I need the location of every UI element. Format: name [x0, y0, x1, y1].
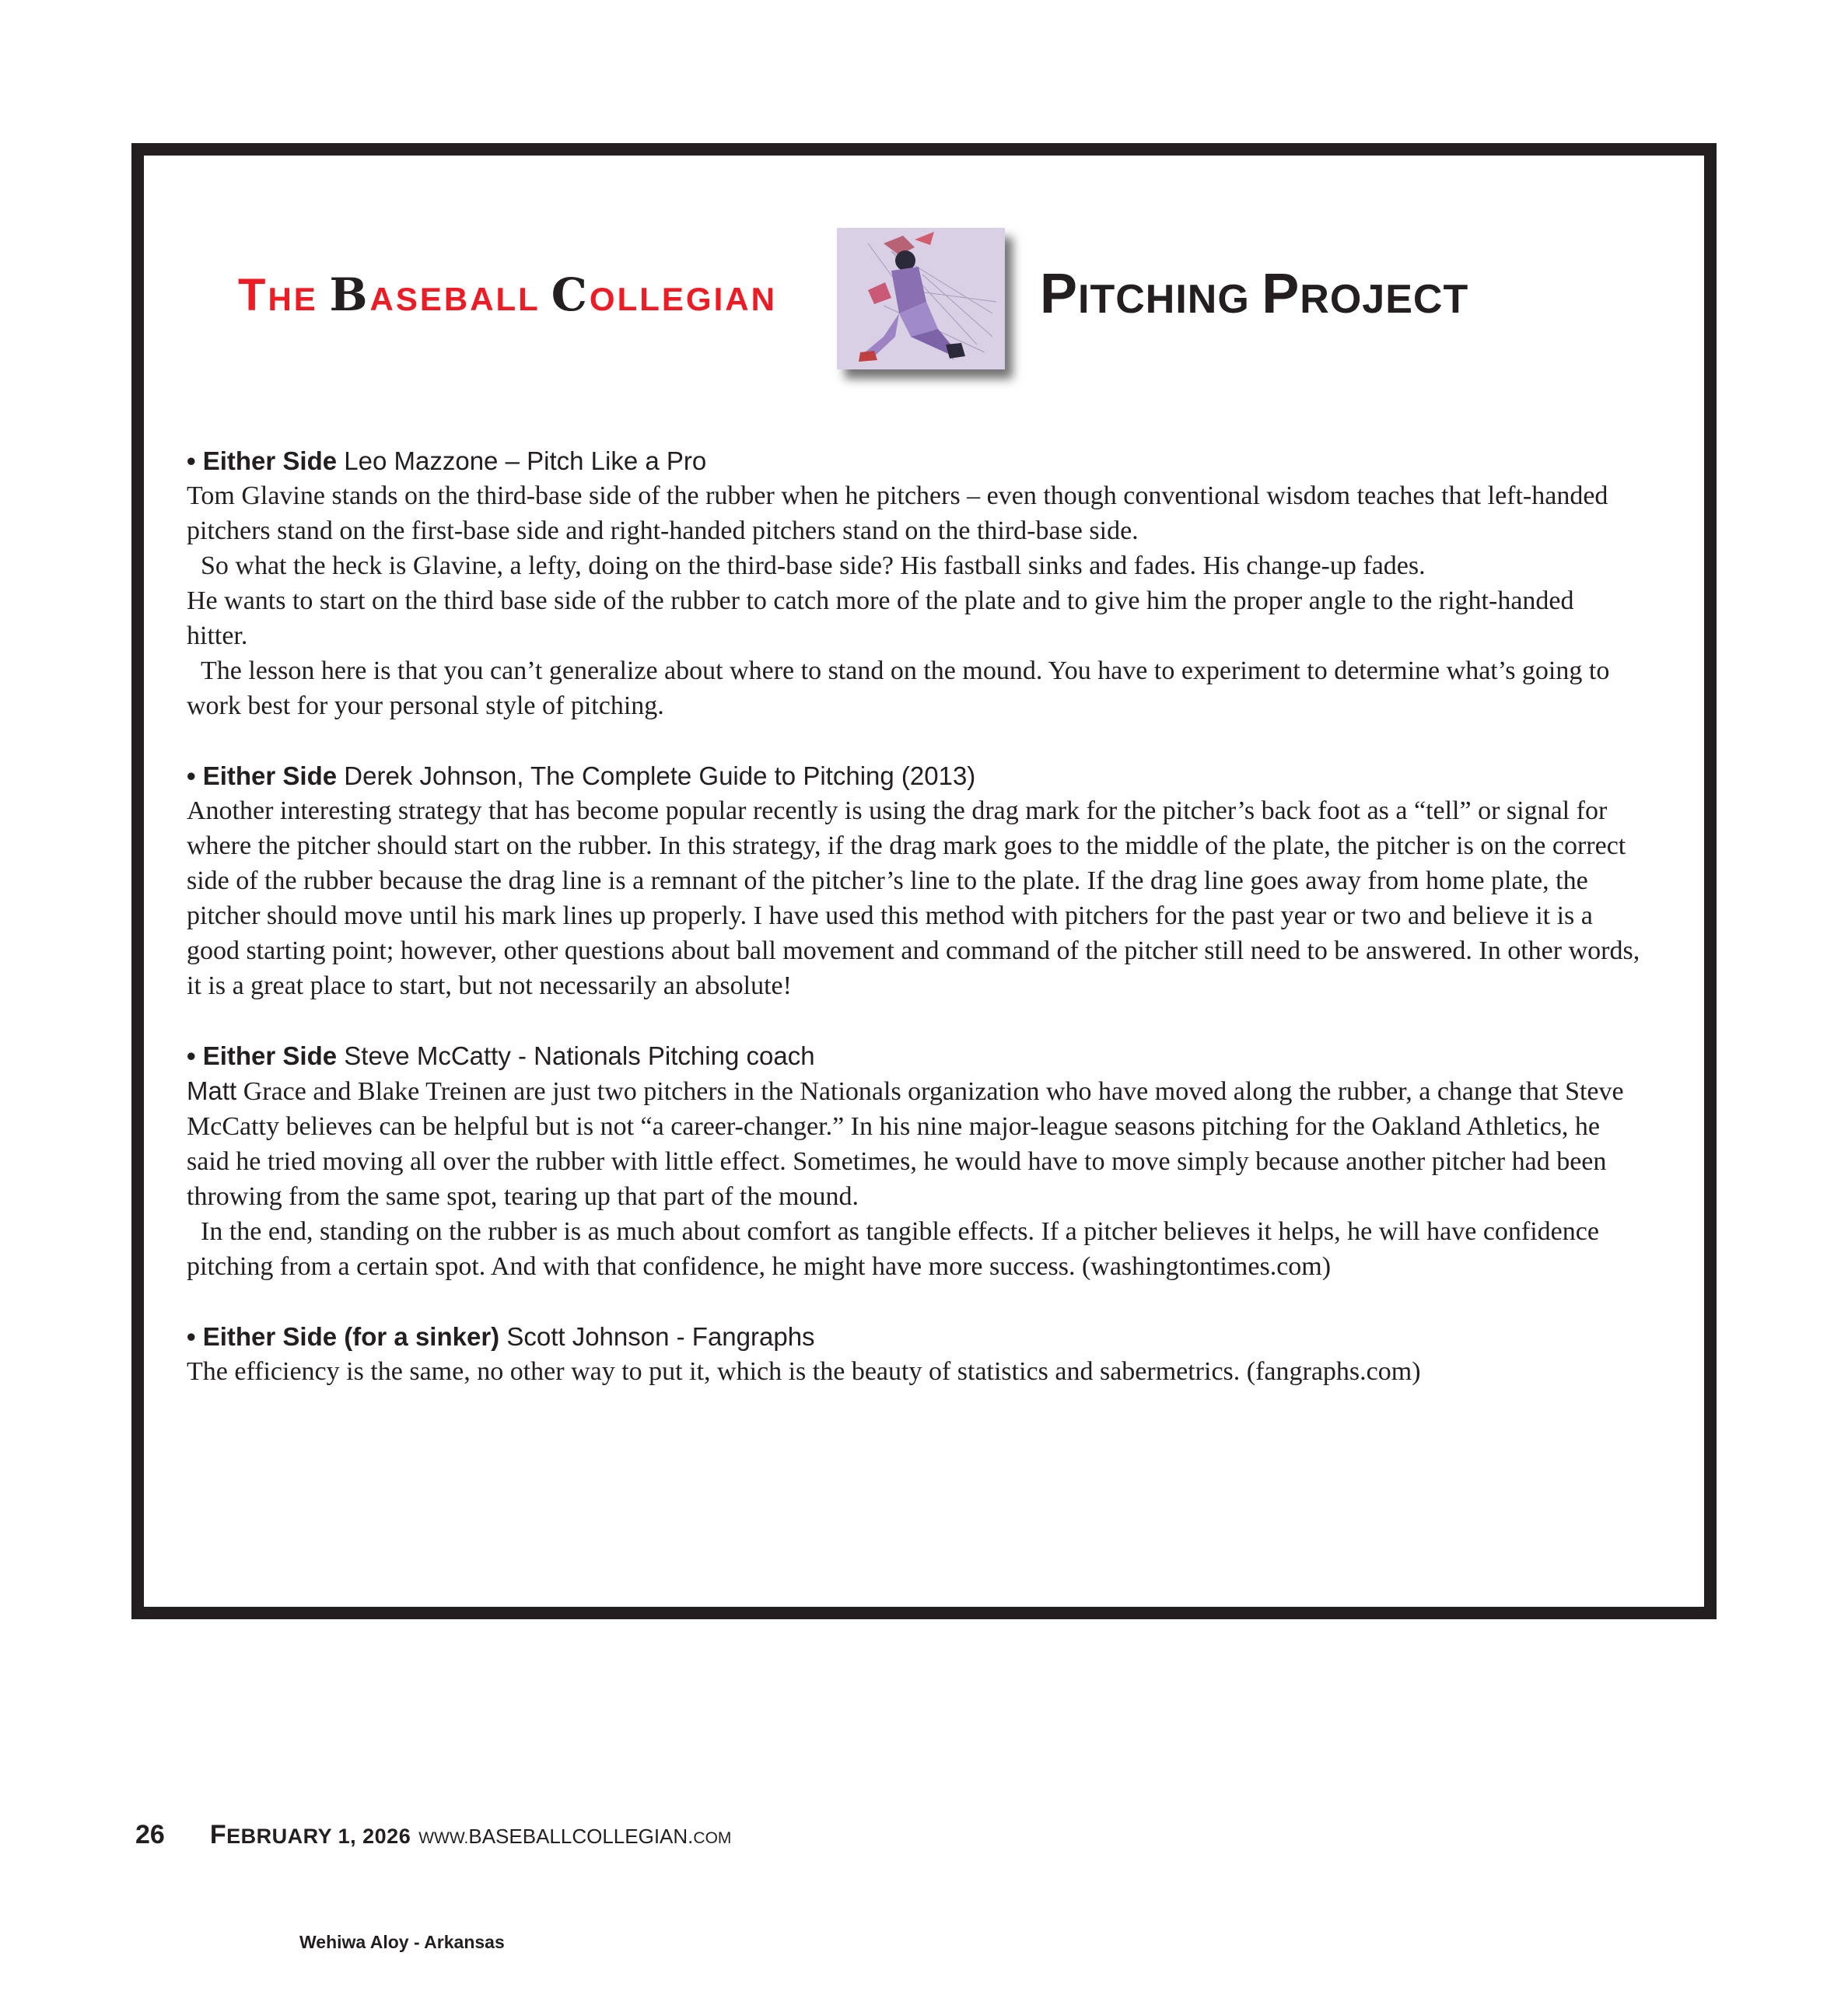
publication-brand: THE BASEBALL COLLEGIAN [238, 268, 777, 321]
section-leo-mazzone [187, 444, 1641, 723]
paragraph: The efficiency is the same, no other way to put it, which is the beauty of statistics and sabermetrics. (fangraphs.com) [187, 1357, 1421, 1386]
page-number: 26 [135, 1820, 165, 1849]
page-footer [135, 1820, 731, 1850]
section-derek-johnson [187, 759, 1641, 1003]
paragraph: Tom Glavine stands on the third-base side of the rubber when he pitchers – even though conventional wisdom teaches that left-handed pitchers stand on the first-base side and right-handed pitchers stand on the third-base side. [187, 481, 1608, 545]
section-heading: • Either Side Steve McCatty - Nationals Pitching coach [187, 1041, 815, 1070]
project-title: PITCHING PROJECT [1040, 263, 1469, 325]
section-heading: • Either Side Derek Johnson, The Complete Guide to Pitching (2013) [187, 761, 976, 790]
paragraph: The lesson here is that you can’t generalize about where to stand on the mound. You have to experiment to determine what’s going to work best for your personal style of pitching. [187, 656, 1610, 720]
section-scott-johnson [187, 1320, 1641, 1389]
section-heading: • Either Side Leo Mazzone – Pitch Like a Pro [187, 446, 707, 475]
article-content [187, 444, 1641, 1425]
paragraph: Another interesting strategy that has become popular recently is using the drag mark for the pitcher’s back foot as a “tell” or signal for where the pitcher should start on the rubber. In this strategy, if the drag mark goes to the middle of the plate, the pitcher is on the correct side of the rubber because the drag line is a remnant of the pitcher’s line to the plate. If the drag line goes away from home plate, the pitcher should move until his mark lines up properly. I have used this method with pitchers for the past year or two and believe it is a good starting point; however, other questions about ball movement and command of the pitcher still need to be answered. In other words, it is a great place to start, but not necessarily an absolute! [187, 796, 1640, 1000]
paragraph: He wants to start on the third base side of the rubber to catch more of the plate and to give him the proper angle to the right-handed hitter. [187, 586, 1574, 650]
paragraph: In the end, standing on the rubber is as much about comfort as tangible effects. If a pitcher believes it helps, he will have confidence pitching from a certain spot. And with that confidence, he might have more success. (washingtontimes.com) [187, 1217, 1599, 1281]
paragraph: Matt Grace and Blake Treinen are just two pitchers in the Nationals organization who have moved along the rubber, a change that Steve McCatty believes can be helpful but is not “a career-changer.” In his nine major-league seasons pitching for the Oakland Athletics, he said he tried moving all over the rubber with little effect. Sometimes, he would have to move simply because another pitcher had been throwing from the same spot, tearing up that part of the mound. [187, 1076, 1624, 1211]
photo-credit: Wehiwa Aloy - Arkansas [299, 1932, 505, 1952]
section-heading: • Either Side (for a sinker) Scott Johnson - Fangraphs [187, 1322, 815, 1351]
website-link[interactable]: WWW.BASEBALLCOLLEGIAN.COM [418, 1825, 732, 1848]
section-steve-mccatty [187, 1039, 1641, 1284]
issue-date: FEBRUARY 1, 2026 [209, 1820, 411, 1849]
paragraph: So what the heck is Glavine, a lefty, doing on the third-base side? His fastball sinks and fades. His change-up fades. [201, 551, 1426, 580]
pitcher-illustration-icon [837, 228, 1005, 369]
